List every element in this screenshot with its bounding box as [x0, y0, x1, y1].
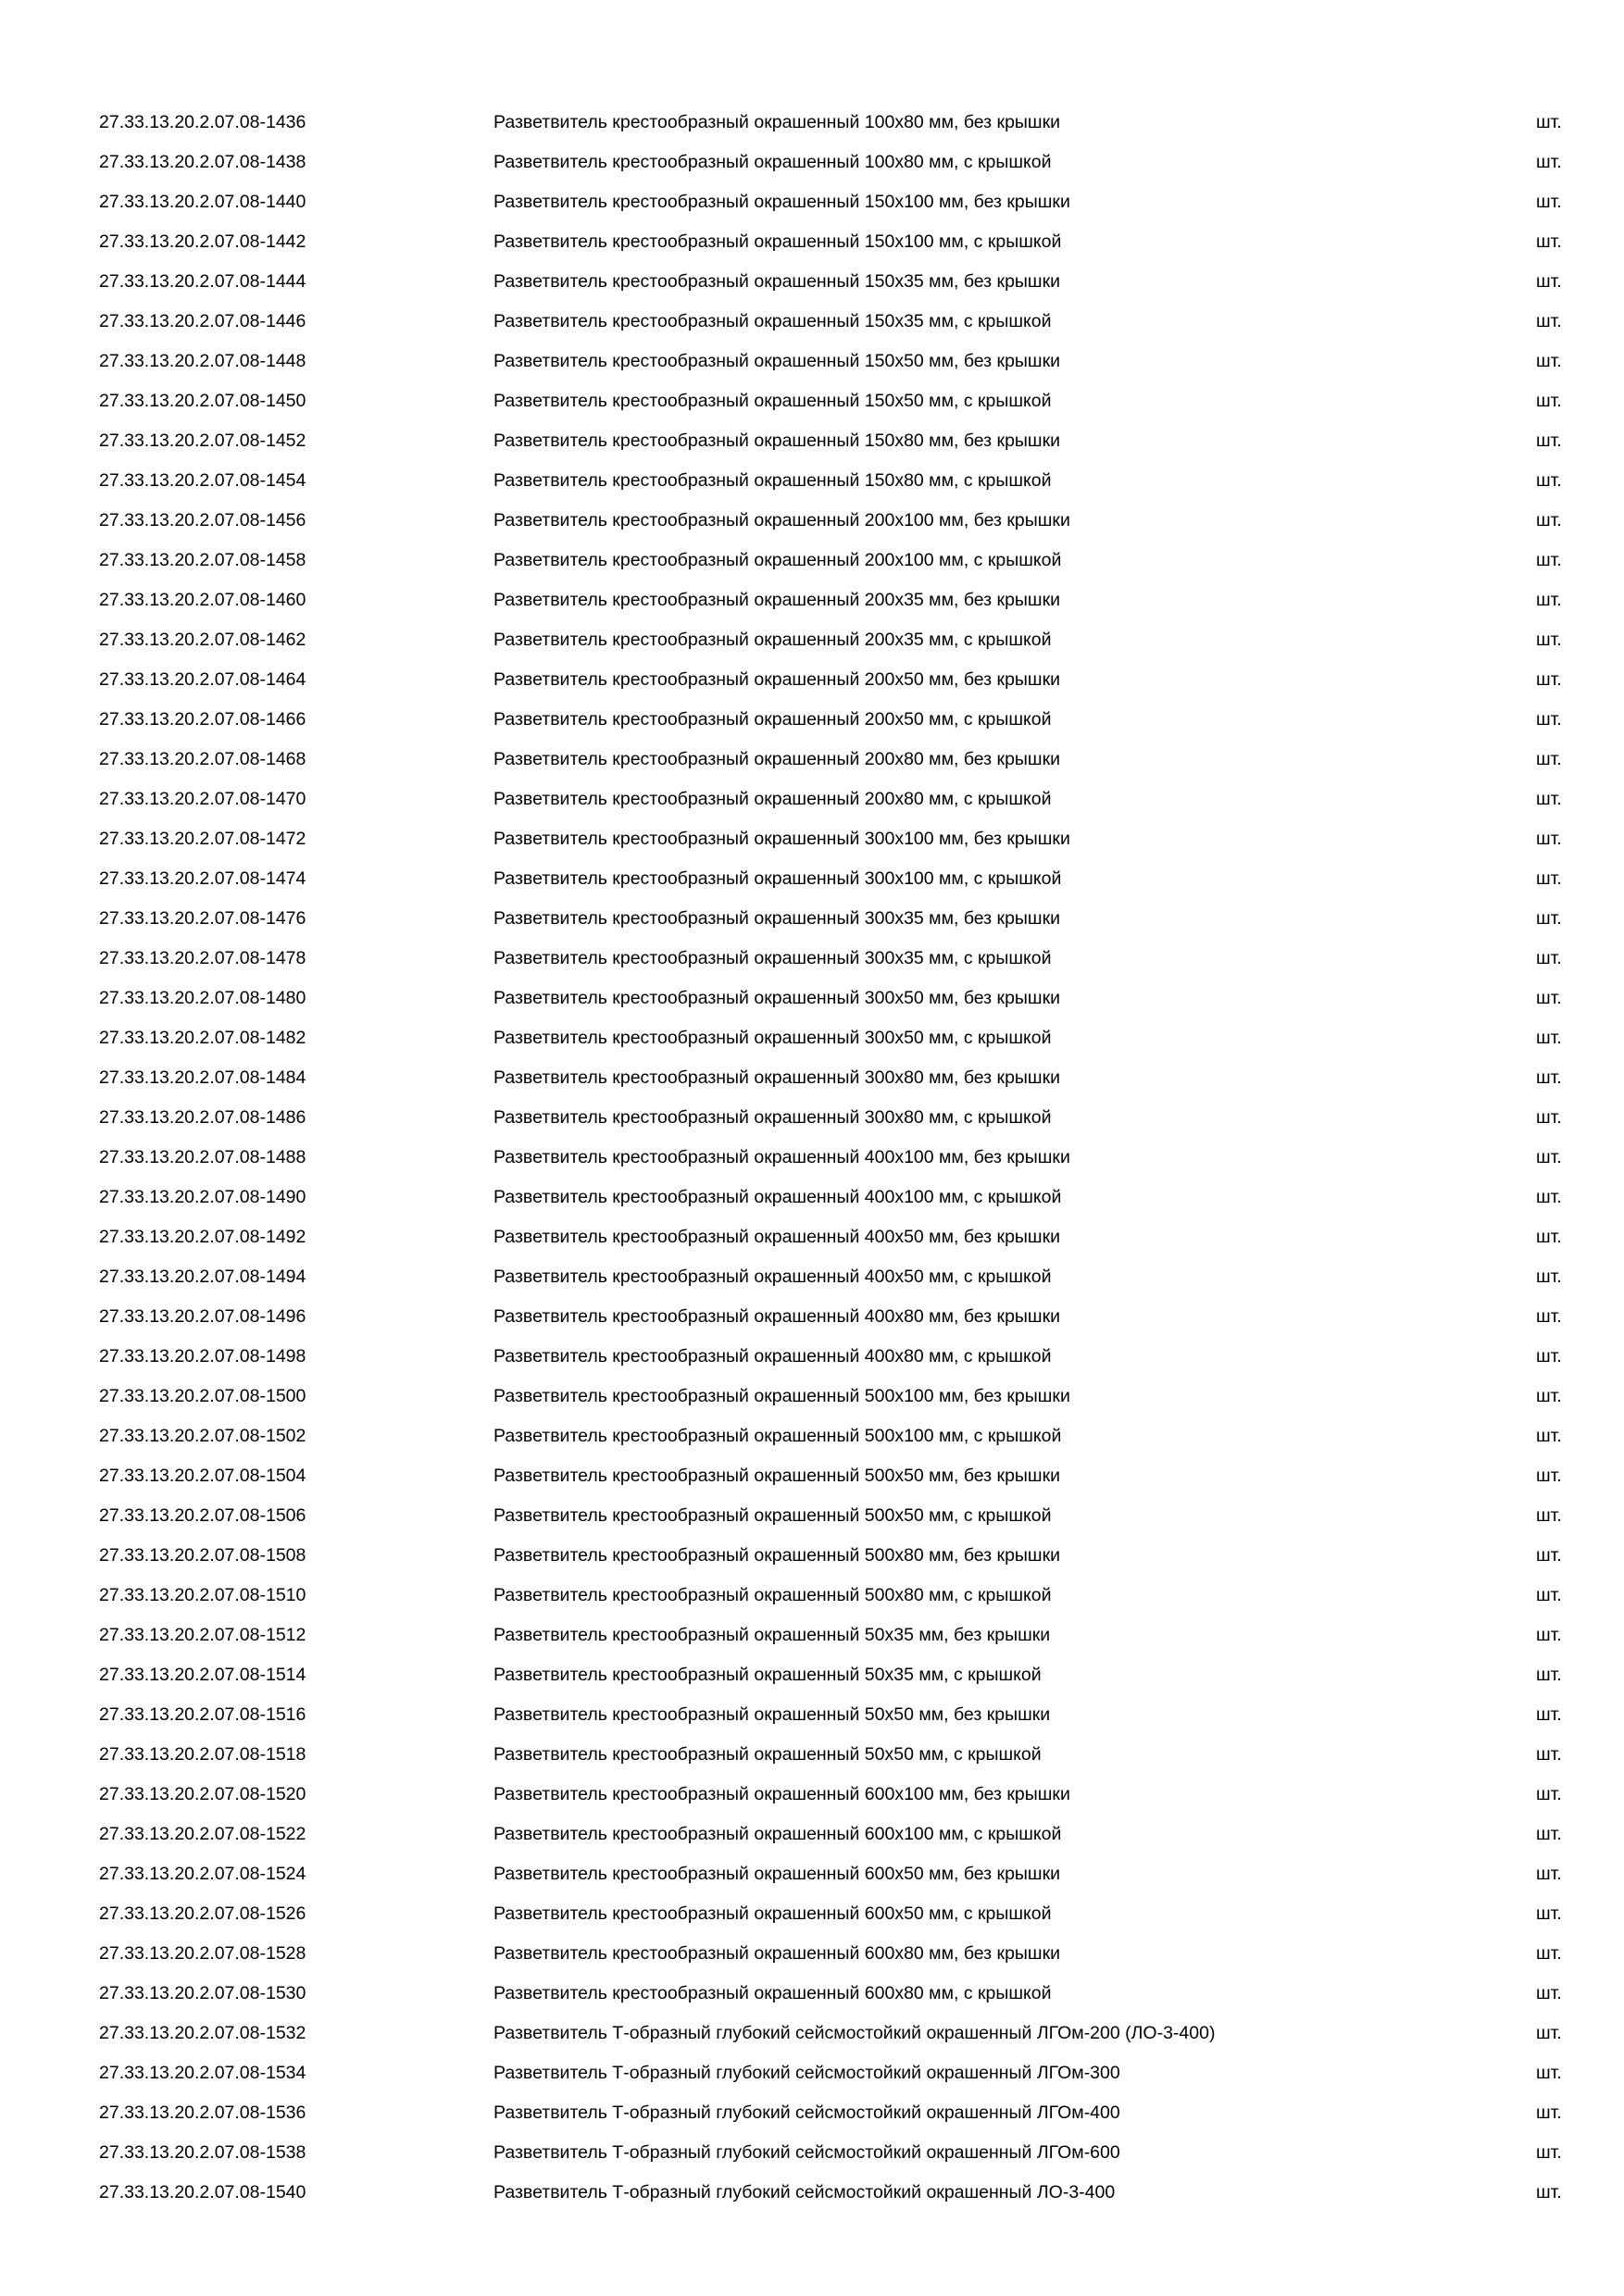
item-code: 27.33.13.20.2.07.08-1514: [99, 1665, 306, 1685]
item-code: 27.33.13.20.2.07.08-1494: [99, 1267, 306, 1287]
list-item: [0, 817, 1624, 856]
item-unit: шт.: [1536, 1784, 1562, 1804]
item-unit: шт.: [1536, 152, 1562, 172]
item-code: 27.33.13.20.2.07.08-1512: [99, 1625, 306, 1645]
item-code: 27.33.13.20.2.07.08-1508: [99, 1545, 306, 1566]
item-unit: шт.: [1536, 948, 1562, 968]
item-name: Разветвитель крестообразный окрашенный 200х80 мм, с крышкой: [493, 789, 1052, 809]
item-unit: шт.: [1536, 1824, 1562, 1844]
item-name: Разветвитель крестообразный окрашенный 500х100 мм, без крышки: [493, 1386, 1070, 1406]
item-code: 27.33.13.20.2.07.08-1452: [99, 430, 306, 451]
item-name: Разветвитель крестообразный окрашенный 200х100 мм, с крышкой: [493, 550, 1062, 570]
item-unit: шт.: [1536, 2103, 1562, 2123]
item-name: Разветвитель крестообразный окрашенный 300х50 мм, с крышкой: [493, 1028, 1052, 1048]
item-code: 27.33.13.20.2.07.08-1442: [99, 231, 306, 252]
item-unit: шт.: [1536, 1267, 1562, 1287]
list-item: [0, 1135, 1624, 1175]
item-name: Разветвитель крестообразный окрашенный 50х50 мм, без крышки: [493, 1704, 1051, 1725]
item-unit: шт.: [1536, 1625, 1562, 1645]
item-code: 27.33.13.20.2.07.08-1528: [99, 1943, 306, 1964]
item-code: 27.33.13.20.2.07.08-1488: [99, 1147, 306, 1167]
list-item: [0, 2130, 1624, 2170]
item-name: Разветвитель крестообразный окрашенный 50х35 мм, с крышкой: [493, 1665, 1042, 1685]
item-name: Разветвитель крестообразный окрашенный 600х50 мм, без крышки: [493, 1864, 1061, 1884]
list-item: [0, 1254, 1624, 1294]
item-unit: шт.: [1536, 669, 1562, 690]
list-item: [0, 1692, 1624, 1732]
item-name: Разветвитель Т-образный глубокий сейсмостойкий окрашенный ЛГОм-200 (ЛО-3-400): [493, 2023, 1216, 2043]
item-name: Разветвитель Т-образный глубокий сейсмостойкий окрашенный ЛГОм-400: [493, 2103, 1120, 2123]
item-unit: шт.: [1536, 1227, 1562, 1247]
list-item: [0, 1573, 1624, 1613]
item-code: 27.33.13.20.2.07.08-1436: [99, 112, 306, 132]
list-item: [0, 618, 1624, 657]
list-item: [0, 777, 1624, 817]
item-unit: шт.: [1536, 829, 1562, 849]
list-item: [0, 1374, 1624, 1414]
item-name: Разветвитель крестообразный окрашенный 300х50 мм, без крышки: [493, 988, 1061, 1008]
list-item: [0, 1055, 1624, 1095]
list-item: [0, 1533, 1624, 1573]
item-unit: шт.: [1536, 789, 1562, 809]
item-code: 27.33.13.20.2.07.08-1500: [99, 1386, 306, 1406]
item-name: Разветвитель крестообразный окрашенный 300х100 мм, без крышки: [493, 829, 1070, 849]
item-name: Разветвитель крестообразный окрашенный 400х80 мм, без крышки: [493, 1306, 1061, 1327]
item-name: Разветвитель Т-образный глубокий сейсмостойкий окрашенный ЛО-3-400: [493, 2182, 1116, 2202]
list-item: [0, 458, 1624, 498]
item-unit: шт.: [1536, 1306, 1562, 1327]
list-item: [0, 2011, 1624, 2051]
item-code: 27.33.13.20.2.07.08-1454: [99, 470, 306, 491]
item-unit: шт.: [1536, 1864, 1562, 1884]
item-code: 27.33.13.20.2.07.08-1484: [99, 1067, 306, 1088]
list-item: [0, 1653, 1624, 1692]
item-unit: шт.: [1536, 1903, 1562, 1924]
item-unit: шт.: [1536, 112, 1562, 132]
item-code: 27.33.13.20.2.07.08-1466: [99, 709, 306, 730]
item-name: Разветвитель крестообразный окрашенный 600х80 мм, с крышкой: [493, 1983, 1052, 2003]
item-unit: шт.: [1536, 1665, 1562, 1685]
item-code: 27.33.13.20.2.07.08-1448: [99, 351, 306, 371]
item-list: [0, 100, 1624, 2210]
item-name: Разветвитель крестообразный окрашенный 400х80 мм, с крышкой: [493, 1346, 1052, 1366]
item-code: 27.33.13.20.2.07.08-1440: [99, 192, 306, 212]
item-code: 27.33.13.20.2.07.08-1532: [99, 2023, 306, 2043]
item-name: Разветвитель крестообразный окрашенный 150х80 мм, без крышки: [493, 430, 1061, 451]
item-code: 27.33.13.20.2.07.08-1490: [99, 1187, 306, 1207]
item-code: 27.33.13.20.2.07.08-1518: [99, 1744, 306, 1765]
item-unit: шт.: [1536, 231, 1562, 252]
item-name: Разветвитель крестообразный окрашенный 200х50 мм, без крышки: [493, 669, 1061, 690]
item-name: Разветвитель крестообразный окрашенный 300х35 мм, с крышкой: [493, 948, 1052, 968]
list-item: [0, 697, 1624, 737]
list-item: [0, 1971, 1624, 2011]
item-unit: шт.: [1536, 1107, 1562, 1128]
item-name: Разветвитель крестообразный окрашенный 200х35 мм, без крышки: [493, 590, 1061, 610]
item-name: Разветвитель крестообразный окрашенный 500х80 мм, с крышкой: [493, 1585, 1052, 1605]
list-item: [0, 140, 1624, 180]
list-item: [0, 1852, 1624, 1891]
item-unit: шт.: [1536, 630, 1562, 650]
item-name: Разветвитель крестообразный окрашенный 500х50 мм, с крышкой: [493, 1505, 1052, 1526]
item-unit: шт.: [1536, 709, 1562, 730]
item-unit: шт.: [1536, 311, 1562, 331]
item-name: Разветвитель крестообразный окрашенный 300х35 мм, без крышки: [493, 908, 1061, 929]
item-code: 27.33.13.20.2.07.08-1480: [99, 988, 306, 1008]
item-unit: шт.: [1536, 1386, 1562, 1406]
list-item: [0, 219, 1624, 259]
item-code: 27.33.13.20.2.07.08-1520: [99, 1784, 306, 1804]
item-name: Разветвитель крестообразный окрашенный 400х50 мм, с крышкой: [493, 1267, 1052, 1287]
item-name: Разветвитель крестообразный окрашенный 150х100 мм, с крышкой: [493, 231, 1062, 252]
item-name: Разветвитель крестообразный окрашенный 150х35 мм, с крышкой: [493, 311, 1052, 331]
list-item: [0, 578, 1624, 618]
item-name: Разветвитель крестообразный окрашенный 150х100 мм, без крышки: [493, 192, 1070, 212]
item-code: 27.33.13.20.2.07.08-1472: [99, 829, 306, 849]
list-item: [0, 1891, 1624, 1931]
item-unit: шт.: [1536, 590, 1562, 610]
item-name: Разветвитель крестообразный окрашенный 400х100 мм, без крышки: [493, 1147, 1070, 1167]
item-code: 27.33.13.20.2.07.08-1534: [99, 2063, 306, 2083]
list-item: [0, 299, 1624, 339]
list-item: [0, 657, 1624, 697]
item-code: 27.33.13.20.2.07.08-1456: [99, 510, 306, 530]
item-code: 27.33.13.20.2.07.08-1464: [99, 669, 306, 690]
list-item: [0, 936, 1624, 976]
item-code: 27.33.13.20.2.07.08-1536: [99, 2103, 306, 2123]
item-code: 27.33.13.20.2.07.08-1538: [99, 2142, 306, 2163]
item-unit: шт.: [1536, 1346, 1562, 1366]
item-name: Разветвитель крестообразный окрашенный 50х50 мм, с крышкой: [493, 1744, 1042, 1765]
item-code: 27.33.13.20.2.07.08-1460: [99, 590, 306, 610]
item-code: 27.33.13.20.2.07.08-1438: [99, 152, 306, 172]
list-item: [0, 1931, 1624, 1971]
item-name: Разветвитель крестообразный окрашенный 500х100 мм, с крышкой: [493, 1426, 1062, 1446]
list-item: [0, 856, 1624, 896]
list-item: [0, 100, 1624, 140]
item-code: 27.33.13.20.2.07.08-1492: [99, 1227, 306, 1247]
item-code: 27.33.13.20.2.07.08-1470: [99, 789, 306, 809]
item-unit: шт.: [1536, 192, 1562, 212]
list-item: [0, 259, 1624, 299]
item-name: Разветвитель крестообразный окрашенный 150х50 мм, с крышкой: [493, 391, 1052, 411]
list-item: [0, 1095, 1624, 1135]
item-code: 27.33.13.20.2.07.08-1510: [99, 1585, 306, 1605]
item-name: Разветвитель крестообразный окрашенный 100х80 мм, без крышки: [493, 112, 1061, 132]
item-unit: шт.: [1536, 749, 1562, 769]
list-item: [0, 976, 1624, 1016]
item-code: 27.33.13.20.2.07.08-1444: [99, 271, 306, 292]
item-unit: шт.: [1536, 1426, 1562, 1446]
item-unit: шт.: [1536, 550, 1562, 570]
item-name: Разветвитель Т-образный глубокий сейсмостойкий окрашенный ЛГОм-600: [493, 2142, 1120, 2163]
item-name: Разветвитель крестообразный окрашенный 200х100 мм, без крышки: [493, 510, 1070, 530]
item-unit: шт.: [1536, 2182, 1562, 2202]
item-unit: шт.: [1536, 1067, 1562, 1088]
list-item: [0, 379, 1624, 418]
list-item: [0, 1812, 1624, 1852]
item-name: Разветвитель крестообразный окрашенный 300х80 мм, без крышки: [493, 1067, 1061, 1088]
list-item: [0, 1016, 1624, 1055]
item-name: Разветвитель крестообразный окрашенный 200х35 мм, с крышкой: [493, 630, 1052, 650]
item-unit: шт.: [1536, 510, 1562, 530]
item-name: Разветвитель крестообразный окрашенный 300х100 мм, с крышкой: [493, 868, 1062, 889]
item-code: 27.33.13.20.2.07.08-1458: [99, 550, 306, 570]
item-code: 27.33.13.20.2.07.08-1502: [99, 1426, 306, 1446]
item-name: Разветвитель крестообразный окрашенный 200х80 мм, без крышки: [493, 749, 1061, 769]
list-item: [0, 418, 1624, 458]
item-unit: шт.: [1536, 908, 1562, 929]
item-name: Разветвитель крестообразный окрашенный 500х50 мм, без крышки: [493, 1466, 1061, 1486]
list-item: [0, 1215, 1624, 1254]
list-item: [0, 1493, 1624, 1533]
list-item: [0, 1772, 1624, 1812]
item-unit: шт.: [1536, 2142, 1562, 2163]
item-name: Разветвитель крестообразный окрашенный 300х80 мм, с крышкой: [493, 1107, 1052, 1128]
item-code: 27.33.13.20.2.07.08-1504: [99, 1466, 306, 1486]
item-code: 27.33.13.20.2.07.08-1526: [99, 1903, 306, 1924]
item-unit: шт.: [1536, 351, 1562, 371]
item-unit: шт.: [1536, 1505, 1562, 1526]
item-name: Разветвитель Т-образный глубокий сейсмостойкий окрашенный ЛГОм-300: [493, 2063, 1120, 2083]
item-unit: шт.: [1536, 868, 1562, 889]
item-unit: шт.: [1536, 1187, 1562, 1207]
list-item: [0, 1175, 1624, 1215]
item-code: 27.33.13.20.2.07.08-1506: [99, 1505, 306, 1526]
item-name: Разветвитель крестообразный окрашенный 600х100 мм, с крышкой: [493, 1824, 1062, 1844]
item-code: 27.33.13.20.2.07.08-1462: [99, 630, 306, 650]
list-item: [0, 339, 1624, 379]
list-item: [0, 1334, 1624, 1374]
item-unit: шт.: [1536, 1983, 1562, 2003]
item-unit: шт.: [1536, 271, 1562, 292]
list-item: [0, 2170, 1624, 2210]
list-item: [0, 1454, 1624, 1493]
item-code: 27.33.13.20.2.07.08-1468: [99, 749, 306, 769]
item-code: 27.33.13.20.2.07.08-1522: [99, 1824, 306, 1844]
item-code: 27.33.13.20.2.07.08-1474: [99, 868, 306, 889]
list-item: [0, 180, 1624, 219]
item-code: 27.33.13.20.2.07.08-1476: [99, 908, 306, 929]
item-code: 27.33.13.20.2.07.08-1482: [99, 1028, 306, 1048]
item-unit: шт.: [1536, 1028, 1562, 1048]
list-item: [0, 1732, 1624, 1772]
item-code: 27.33.13.20.2.07.08-1524: [99, 1864, 306, 1884]
item-unit: шт.: [1536, 430, 1562, 451]
item-code: 27.33.13.20.2.07.08-1540: [99, 2182, 306, 2202]
item-name: Разветвитель крестообразный окрашенный 400х100 мм, с крышкой: [493, 1187, 1062, 1207]
item-name: Разветвитель крестообразный окрашенный 100х80 мм, с крышкой: [493, 152, 1052, 172]
item-unit: шт.: [1536, 470, 1562, 491]
item-name: Разветвитель крестообразный окрашенный 150х50 мм, без крышки: [493, 351, 1061, 371]
item-name: Разветвитель крестообразный окрашенный 50х35 мм, без крышки: [493, 1625, 1051, 1645]
item-unit: шт.: [1536, 1744, 1562, 1765]
item-unit: шт.: [1536, 1943, 1562, 1964]
item-name: Разветвитель крестообразный окрашенный 600х80 мм, без крышки: [493, 1943, 1061, 1964]
list-item: [0, 737, 1624, 777]
item-unit: шт.: [1536, 1704, 1562, 1725]
list-item: [0, 1294, 1624, 1334]
list-item: [0, 2090, 1624, 2130]
item-unit: шт.: [1536, 1585, 1562, 1605]
list-item: [0, 1613, 1624, 1653]
list-item: [0, 896, 1624, 936]
item-name: Разветвитель крестообразный окрашенный 200х50 мм, с крышкой: [493, 709, 1052, 730]
item-name: Разветвитель крестообразный окрашенный 600х50 мм, с крышкой: [493, 1903, 1052, 1924]
item-code: 27.33.13.20.2.07.08-1478: [99, 948, 306, 968]
item-unit: шт.: [1536, 1147, 1562, 1167]
item-code: 27.33.13.20.2.07.08-1450: [99, 391, 306, 411]
item-unit: шт.: [1536, 2063, 1562, 2083]
item-name: Разветвитель крестообразный окрашенный 150х35 мм, без крышки: [493, 271, 1061, 292]
item-name: Разветвитель крестообразный окрашенный 500х80 мм, без крышки: [493, 1545, 1061, 1566]
item-code: 27.33.13.20.2.07.08-1446: [99, 311, 306, 331]
item-code: 27.33.13.20.2.07.08-1486: [99, 1107, 306, 1128]
item-code: 27.33.13.20.2.07.08-1516: [99, 1704, 306, 1725]
item-code: 27.33.13.20.2.07.08-1530: [99, 1983, 306, 2003]
item-code: 27.33.13.20.2.07.08-1498: [99, 1346, 306, 1366]
item-name: Разветвитель крестообразный окрашенный 150х80 мм, с крышкой: [493, 470, 1052, 491]
list-item: [0, 498, 1624, 538]
item-unit: шт.: [1536, 988, 1562, 1008]
item-unit: шт.: [1536, 1545, 1562, 1566]
item-unit: шт.: [1536, 1466, 1562, 1486]
item-name: Разветвитель крестообразный окрашенный 400х50 мм, без крышки: [493, 1227, 1061, 1247]
item-code: 27.33.13.20.2.07.08-1496: [99, 1306, 306, 1327]
item-unit: шт.: [1536, 2023, 1562, 2043]
item-unit: шт.: [1536, 391, 1562, 411]
item-name: Разветвитель крестообразный окрашенный 600х100 мм, без крышки: [493, 1784, 1070, 1804]
list-item: [0, 2051, 1624, 2090]
list-item: [0, 538, 1624, 578]
list-item: [0, 1414, 1624, 1454]
